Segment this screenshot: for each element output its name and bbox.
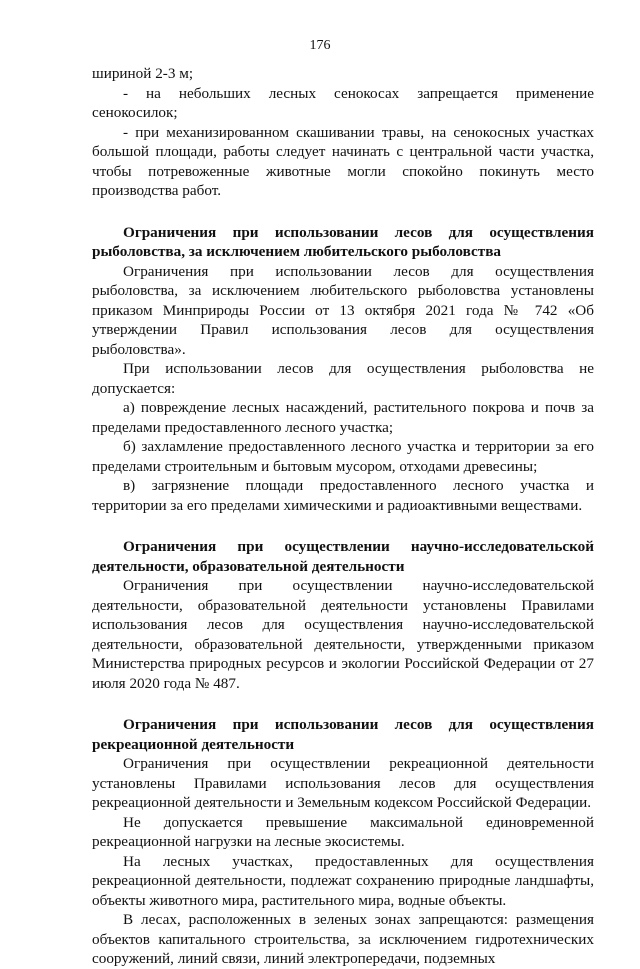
paragraph: Не допускается превышение максимальной единовременной рекреационной нагрузки на лесные экосистемы.	[92, 813, 594, 850]
paragraph: В лесах, расположенных в зеленых зонах запрещаются: размещения объектов капитального строительства, за исключением гидротехнических сооружений, линий связи, линий электропередачи, подземных	[92, 911, 594, 967]
list-item: б) захламление предоставленного лесного участка и территории за его пределами строительным и бытовым мусором, отходами древесины;	[92, 438, 594, 475]
paragraph: Ограничения при использовании лесов для осуществления рыболовства, за исключением любительского рыболовства установлены приказом Минприроды России от 13 октября 2021 года № 742 «Об утверждении Правил использования лесов для осуществления рыболовства».	[92, 262, 594, 358]
list-item: - на небольших лесных сенокосах запрещается применение сенокосилок;	[92, 84, 594, 121]
list-item: - при механизированном скашивании травы, на сенокосных участках большой площади, работы следует начинать с центральной части участка, чтобы потревоженные животные могли спокойно покинуть место производства работ.	[92, 123, 594, 199]
section-heading-recreation: Ограничения при использовании лесов для осуществления рекреационной деятельности	[92, 716, 594, 753]
section-heading-fishing: Ограничения при использовании лесов для осуществления рыболовства, за исключением любительского рыболовства	[92, 223, 594, 260]
document-body	[92, 64, 594, 969]
paragraph: На лесных участках, предоставленных для осуществления рекреационной деятельности, подлежат сохранению природные ландшафты, объекты животного мира, растительного мира, водные объекты.	[92, 852, 594, 909]
paragraph: Ограничения при осуществлении научно-исследовательской деятельности, образовательной деятельности установлены Правилами использования лесов для осуществления научно-исследовательской деятельности, образовательной деятельности, утвержденными приказом Министерства природных ресурсов и экологии Российской Федерации от 27 июля 2020 года № 487.	[92, 577, 594, 692]
list-item: в) загрязнение площади предоставленного лесного участка и территории за его пределами химическими и радиоактивными веществами.	[92, 477, 594, 514]
section-heading-research: Ограничения при осуществлении научно-исследовательской деятельности, образовательной деятельности	[92, 538, 594, 575]
paragraph: При использовании лесов для осуществления рыболовства не допускается:	[92, 360, 594, 397]
paragraph: шириной 2-3 м;	[92, 65, 194, 82]
page-number: 176	[309, 38, 331, 53]
paragraph: Ограничения при осуществлении рекреационной деятельности установлены Правилами использования лесов для осуществления рекреационной деятельности и Земельным кодексом Российской Федерации.	[92, 755, 594, 811]
list-item: а) повреждение лесных насаждений, растительного покрова и почв за пределами предоставленного лесного участка;	[92, 399, 594, 436]
